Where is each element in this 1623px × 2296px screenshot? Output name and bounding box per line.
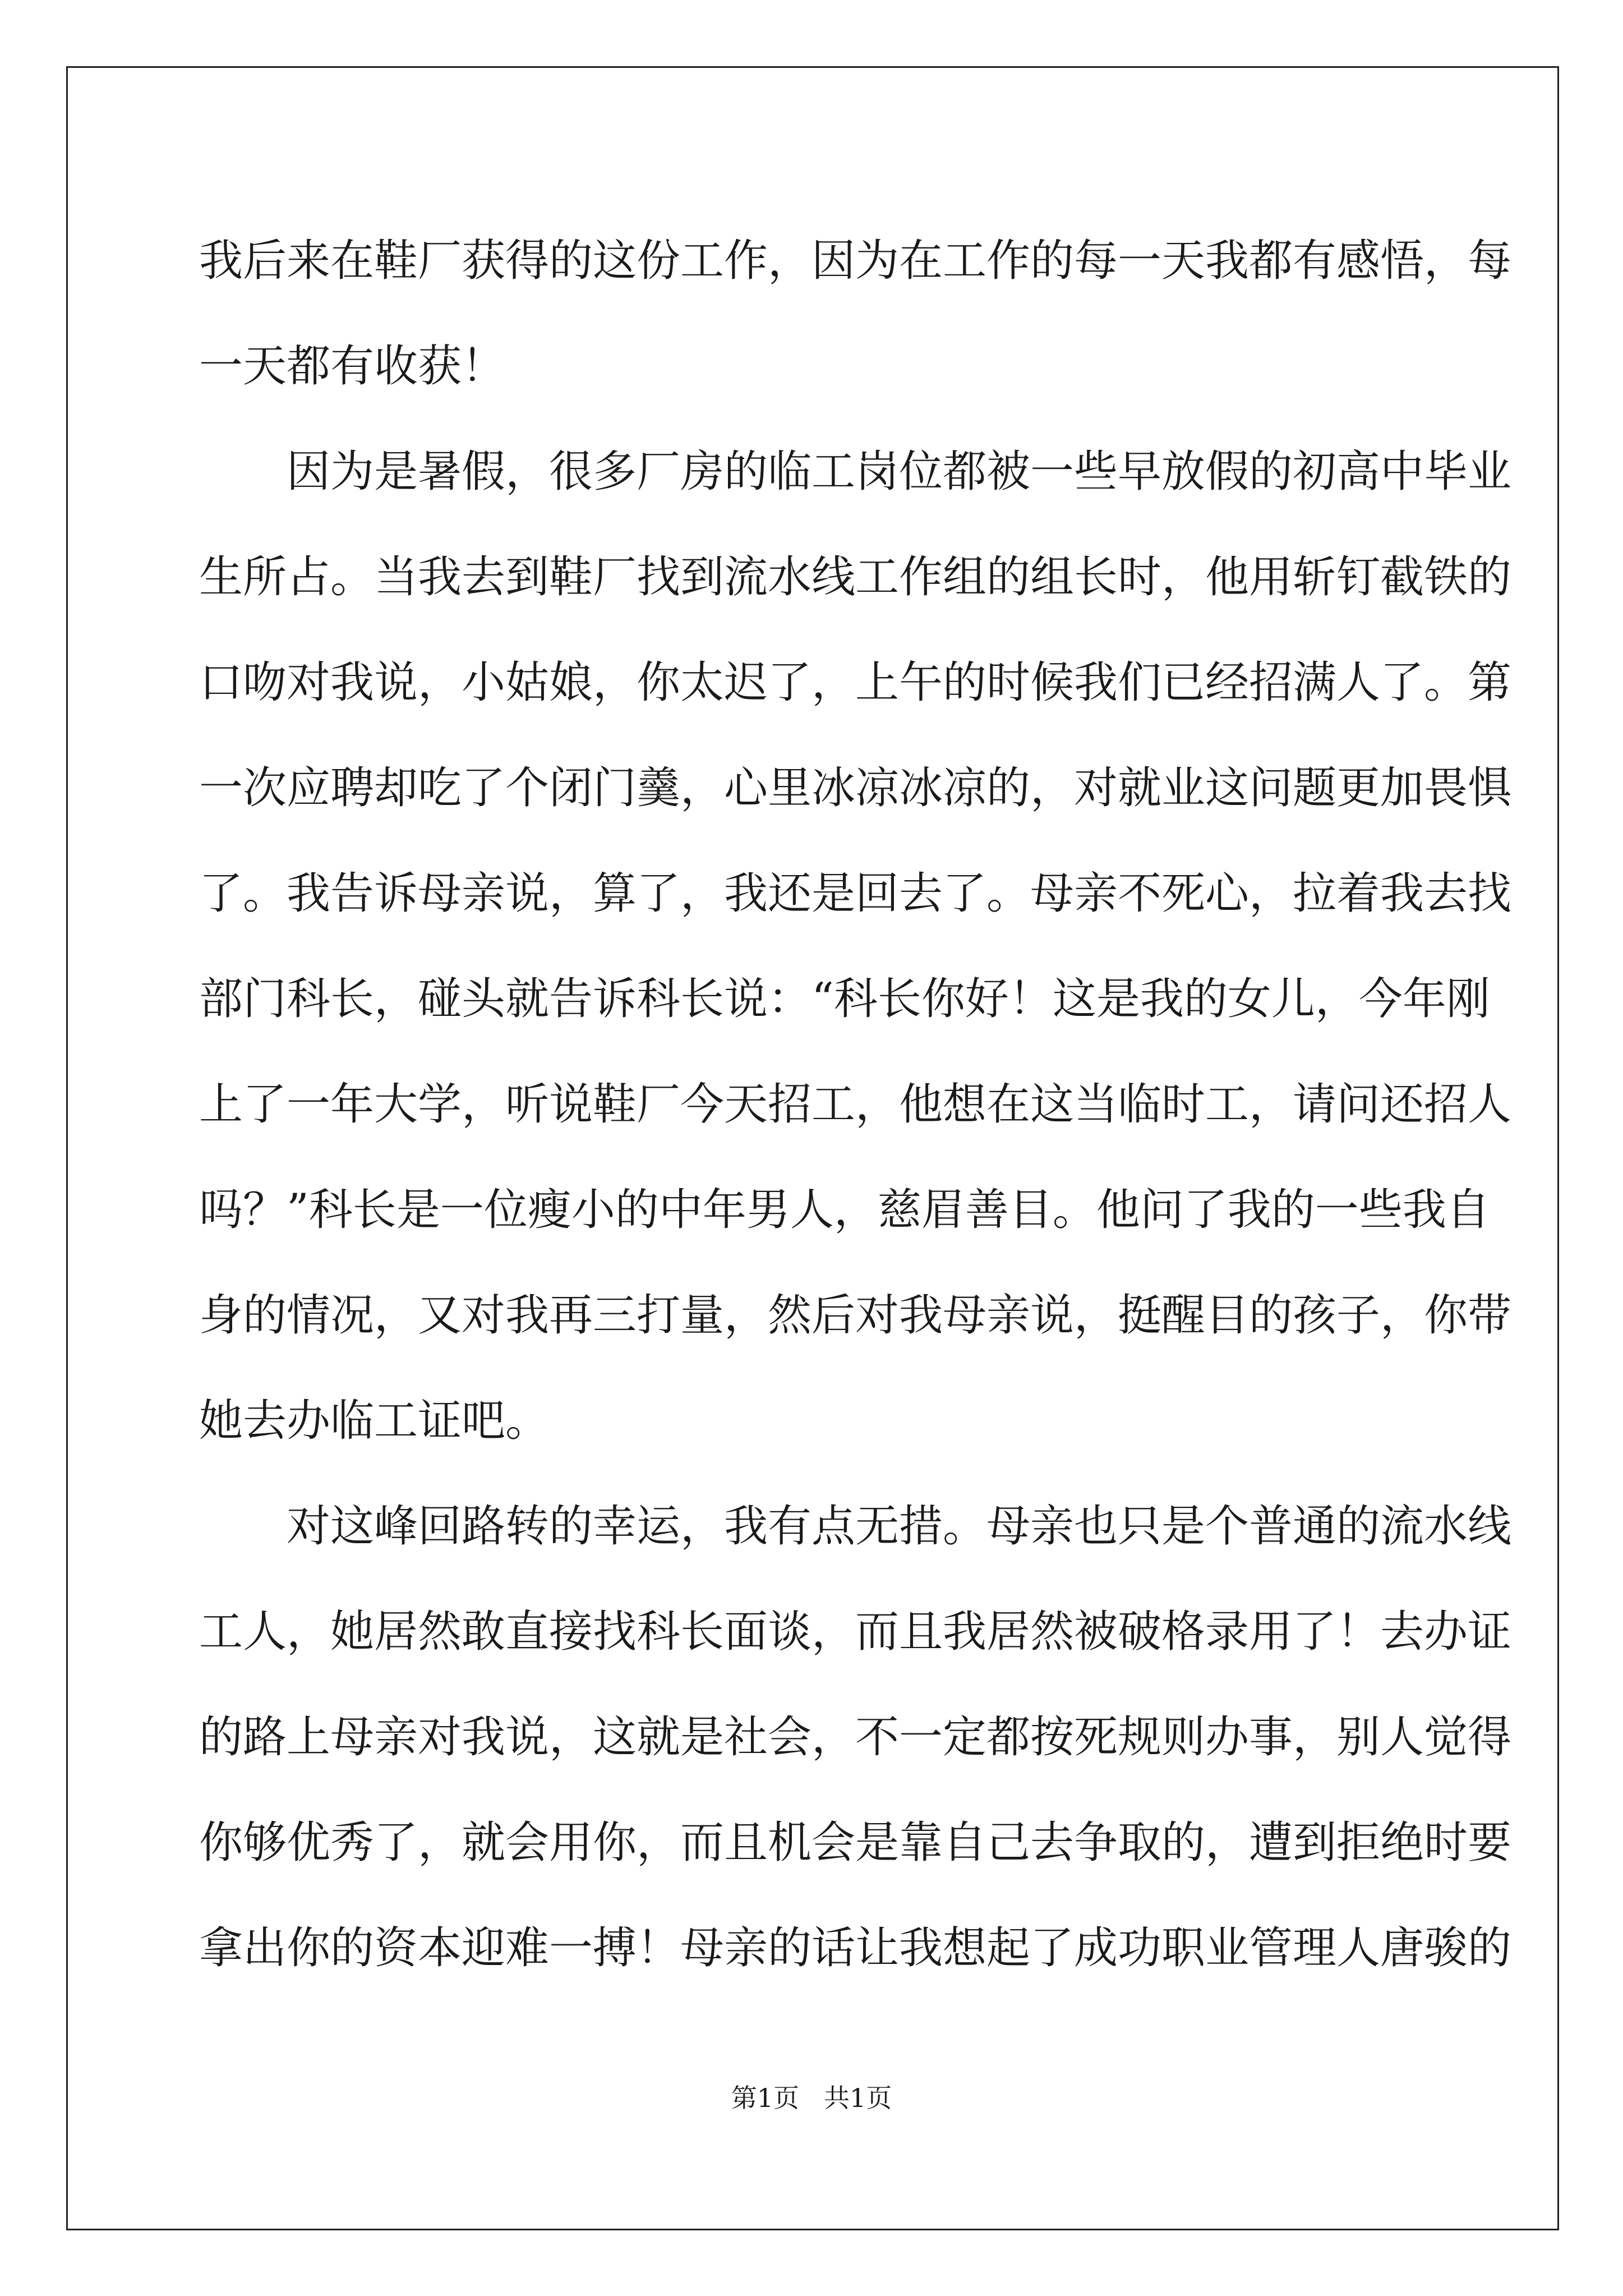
- text-line: 的路上母亲对我说，这就是社会，不一定都按死规则办事，别人觉得: [199, 1712, 1512, 1763]
- paragraph-start-line: 因为是暑假，很多厂房的临工岗位都被一些早放假的初高中毕业: [287, 447, 1512, 497]
- text-line: 我后来在鞋厂获得的这份工作，因为在工作的每一天我都有感悟，每: [199, 236, 1512, 286]
- text-line: 工人，她居然敢直接找科长面谈，而且我居然被破格录用了！去办证: [199, 1607, 1512, 1657]
- text-line: 她去办临工证吧。: [199, 1396, 550, 1446]
- text-line: 身的情况，又对我再三打量，然后对我母亲说，挺醒目的孩子，你带: [199, 1290, 1512, 1341]
- page-total: 共1页: [823, 2083, 892, 2113]
- text-line: 了。我告诉母亲说，算了，我还是回去了。母亲不死心，拉着我去找: [199, 868, 1512, 919]
- page-footer: [0, 2081, 1623, 2115]
- text-line: 部门科长，碰头就告诉科长说：“科长你好！这是我的女儿，今年刚: [199, 974, 1490, 1024]
- text-line: 口吻对我说，小姑娘，你太迟了，上午的时候我们已经招满人了。第: [199, 657, 1512, 708]
- text-line: 生所占。当我去到鞋厂找到流水线工作组的组长时，他用斩钉截铁的: [199, 552, 1512, 602]
- text-line: 一次应聘却吃了个闭门羹，心里冰凉冰凉的，对就业这问题更加畏惧: [199, 763, 1512, 813]
- text-line: 上了一年大学，听说鞋厂今天招工，他想在这当临时工，请问还招人: [199, 1079, 1512, 1130]
- text-line: 拿出你的资本迎难一搏！母亲的话让我想起了成功职业管理人唐骏的: [199, 1923, 1512, 1973]
- text-line: 你够优秀了，就会用你，而且机会是靠自己去争取的，遭到拒绝时要: [199, 1818, 1512, 1868]
- paragraph-start-line: 对这峰回路转的幸运，我有点无措。母亲也只是个普通的流水线: [287, 1501, 1512, 1552]
- text-line: 吗？”科长是一位瘦小的中年男人，慈眉善目。他问了我的一些我自: [199, 1185, 1490, 1235]
- text-line: 一天都有收获！: [199, 341, 506, 392]
- page-number: 第1页: [731, 2083, 800, 2113]
